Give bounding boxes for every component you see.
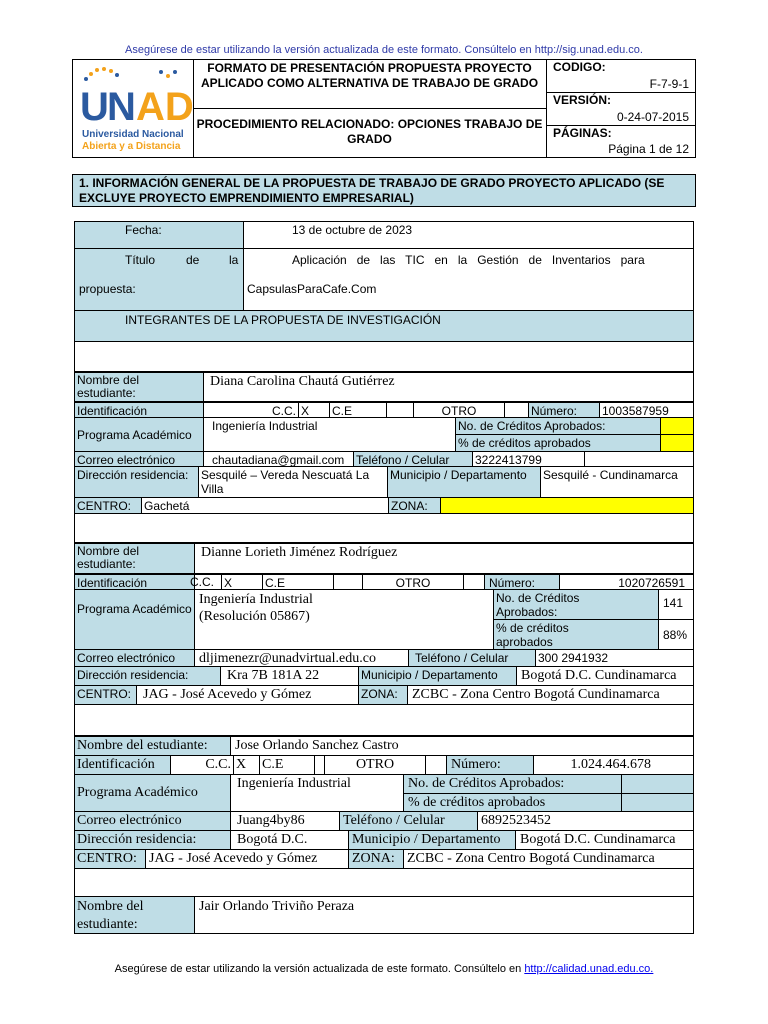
student-3-telefono[interactable]: 6892523452: [477, 811, 694, 831]
student-1-id-row: [74, 402, 694, 418]
student-1-correo-row: [74, 451, 694, 467]
student-2-zona[interactable]: ZCBC - Zona Centro Bogotá Cundinamarca: [407, 685, 694, 705]
centro-label: CENTRO:: [74, 685, 137, 705]
spacer-row: [74, 341, 694, 372]
ce-label: C.E: [259, 755, 315, 775]
otro-label: OTRO: [362, 574, 464, 590]
student-3-id-row: [74, 755, 694, 775]
top-version-notice: Asegúrese de estar utilizando la versión actualizada de este formato. Consúltelo en http://sig.unad.edu.co.: [125, 44, 643, 56]
student-2-telefono[interactable]: 300 2941932: [535, 649, 694, 667]
numero-label: Número:: [528, 402, 600, 418]
municipio-label: Municipio / Departamento: [358, 666, 517, 686]
svg-text:U: U: [80, 85, 109, 129]
unad-logo: [73, 60, 194, 157]
student-1-direccion[interactable]: Sesquilé – Vereda Nescuatá La Villa: [198, 466, 388, 498]
student-1-programa[interactable]: Ingeniería Industrial: [203, 417, 529, 452]
telefono-label: Teléfono / Celular: [408, 649, 536, 667]
student-2-municipio[interactable]: Bogotá D.C. Cundinamarca: [516, 666, 694, 686]
student-3-programa-row: [74, 774, 694, 812]
fecha-value[interactable]: 13 de octubre de 2023: [243, 221, 694, 249]
cc-label: C.C.: [170, 755, 234, 775]
procedure-title: PROCEDIMIENTO RELACIONADO: OPCIONES TRABAJO DE GRADO: [193, 109, 547, 157]
student-3-numero[interactable]: 1.024.464.678: [533, 755, 694, 775]
nombre-label: Nombre del estudiante:: [77, 738, 208, 753]
telefono-label: Teléfono / Celular: [339, 811, 478, 831]
format-title: FORMATO DE PRESENTACIÓN PROPUESTA PROYECTO APLICADO COMO ALTERNATIVA DE TRABAJO DE GRADO: [193, 60, 547, 109]
identificacion-label: Identificación: [74, 755, 171, 775]
student-1-numero[interactable]: 1003587959: [599, 402, 694, 418]
centro-label: CENTRO:: [74, 497, 142, 514]
svg-text:Abierta y a Distancia: Abierta y a Distancia: [82, 141, 181, 152]
student-2-creditos[interactable]: 141: [658, 589, 694, 620]
fecha-row: [74, 221, 694, 249]
cc-mark[interactable]: X: [221, 574, 263, 590]
otro-mark[interactable]: [504, 402, 529, 418]
student-1-municipio[interactable]: Sesquilé - Cundinamarca: [540, 466, 694, 498]
otro-mark[interactable]: [463, 574, 485, 590]
centro-label: CENTRO:: [74, 849, 146, 869]
zona-label: ZONA:: [388, 497, 441, 514]
spacer-row: [74, 868, 694, 897]
cc-label: C.C.: [190, 575, 214, 589]
student-1-zona[interactable]: [440, 497, 694, 514]
student-2-correo[interactable]: dljimenezr@unadvirtual.edu.co: [194, 649, 409, 667]
municipio-label: Municipio / Departamento: [348, 830, 516, 850]
paginas-cell: PÁGINAS: Página 1 de 12: [553, 126, 689, 156]
correo-label: Correo electrónico: [74, 649, 195, 667]
identificacion-label: Identificación: [74, 402, 204, 418]
empty-cell: [584, 451, 694, 467]
student-2-direccion[interactable]: Kra 7B 181A 22: [220, 666, 359, 686]
section-1-title: 1. INFORMACIÓN GENERAL DE LA PROPUESTA DE TRABAJO DE GRADO PROYECTO APLICADO (SE EXCLUYE PROYECTO EMPRENDIMIENTO EMPRESARIAL): [72, 174, 696, 207]
spacer-row: [74, 704, 694, 736]
student-1-correo[interactable]: chautadiana@gmail.com: [203, 451, 354, 467]
codigo-cell: CODIGO: F-7-9-1: [547, 60, 695, 93]
ce-label: C.E: [262, 574, 334, 590]
direccion-label: Dirección residencia:: [74, 666, 221, 686]
otro-label: OTRO: [413, 402, 505, 418]
student-2-programa[interactable]: Ingeniería Industrial (Resolución 05867): [194, 589, 494, 650]
correo-label: Correo electrónico: [74, 451, 204, 467]
spacer-row: [74, 513, 694, 543]
creditos-label: No. de Créditos Aprobados:: [403, 774, 622, 794]
otro-label: OTRO: [324, 755, 426, 775]
student-3-centro[interactable]: JAG - José Acevedo y Gómez: [145, 849, 349, 869]
student-1-name[interactable]: Diana Carolina Chautá Gutiérrez: [203, 372, 694, 402]
sig-link[interactable]: http://sig.unad.edu.co.: [534, 44, 643, 56]
titulo-continuation: propuesta: CapsulasParaCafe.Com: [74, 276, 694, 311]
student-1-direccion-row: [74, 466, 694, 498]
student-1-programa-row: [74, 417, 694, 452]
student-2-centro[interactable]: JAG - José Acevedo y Gómez: [136, 685, 359, 705]
student-3-direccion[interactable]: Bogotá D.C.: [230, 830, 349, 850]
student-2-direccion-row: [74, 666, 694, 686]
student-3-centro-row: [74, 849, 694, 869]
student-3-name[interactable]: Jose Orlando Sanchez Castro: [230, 736, 693, 756]
titulo-value[interactable]: Aplicación de las TIC en la Gestión de Inventarios para: [243, 248, 694, 311]
student-2-correo-row: [74, 649, 694, 667]
student-4-name[interactable]: Jair Orlando Triviño Peraza: [194, 896, 694, 934]
telefono-label: Teléfono / Celular: [353, 451, 473, 467]
student-3-municipio[interactable]: Bogotá D.C. Cundinamarca: [515, 830, 694, 850]
programa-label: Programa Académico: [74, 417, 204, 452]
student-2-porcentaje[interactable]: 88%: [658, 619, 694, 650]
ce-mark[interactable]: [386, 402, 414, 418]
nombre-label: Nombre del estudiante:: [74, 543, 195, 574]
student-2-numero[interactable]: 1020726591: [559, 574, 694, 590]
student-1-telefono[interactable]: 3222413799: [472, 451, 585, 467]
student-1-name-row: [74, 372, 694, 402]
student-3-name-row: [74, 736, 694, 756]
student-1-creditos[interactable]: [660, 417, 694, 435]
zona-label: ZONA:: [358, 685, 408, 705]
cc-label: C.C.: [203, 402, 299, 418]
svg-text:AD: AD: [136, 85, 193, 129]
student-3-porcentaje[interactable]: [621, 793, 694, 812]
programa-label: Programa Académico: [74, 774, 231, 812]
porcentaje-label: % de créditos aprobados: [455, 434, 661, 452]
student-3-creditos[interactable]: [621, 774, 694, 794]
identificacion-label: Identificación: [74, 574, 195, 590]
correo-label: Correo electrónico: [74, 811, 231, 831]
fecha-label: Fecha:: [74, 221, 244, 249]
numero-label: Número:: [484, 574, 560, 590]
student-2-programa-row: [74, 589, 694, 650]
svg-text:Universidad Nacional: Universidad Nacional: [82, 129, 184, 140]
programa-label: Programa Académico: [74, 589, 195, 650]
student-3-zona[interactable]: ZCBC - Zona Centro Bogotá Cundinamarca: [403, 849, 694, 869]
otro-mark[interactable]: [425, 755, 447, 775]
student-1-centro-row: [74, 497, 694, 514]
numero-label: Número:: [446, 755, 534, 775]
student-2-id-row: [74, 574, 694, 590]
porcentaje-label: % de créditos aprobados: [493, 619, 659, 650]
direccion-label: Dirección residencia:: [74, 466, 199, 498]
titulo-row: [74, 248, 694, 311]
cc-mark[interactable]: X: [298, 402, 330, 418]
svg-text:N: N: [107, 85, 136, 129]
integrantes-header: INTEGRANTES DE LA PROPUESTA DE INVESTIGACIÓN: [74, 310, 694, 342]
ce-mark[interactable]: [333, 574, 363, 590]
student-2-centro-row: [74, 685, 694, 705]
student-2-name-row: [74, 543, 694, 574]
student-4-name-row: [74, 896, 694, 934]
ce-label: C.E: [329, 402, 387, 418]
bottom-version-notice: Asegúrese de estar utilizando la versión actualizada de este formato. Consúltelo en http://calidad.unad.edu.co.: [114, 963, 654, 975]
student-2-name[interactable]: Dianne Lorieth Jiménez Rodríguez: [194, 543, 694, 574]
calidad-link[interactable]: http://calidad.unad.edu.co.: [524, 963, 654, 975]
version-cell: VERSIÓN: 0-24-07-2015: [547, 93, 695, 126]
creditos-label: No. de Créditos Aprobados:: [455, 417, 661, 435]
document-header: [72, 59, 696, 158]
creditos-label: No. de Créditos Aprobados:: [493, 589, 659, 620]
zona-label: ZONA:: [348, 849, 404, 869]
student-3-programa[interactable]: Ingeniería Industrial: [230, 774, 404, 812]
student-3-correo-row: [74, 811, 694, 831]
porcentaje-label: % de créditos aprobados: [403, 793, 622, 812]
nombre-label: Nombre del estudiante:: [74, 896, 195, 934]
municipio-label: Municipio / Departamento: [387, 466, 541, 498]
titulo-label: Título de la: [74, 248, 244, 311]
student-1-porcentaje[interactable]: [660, 434, 694, 452]
student-3-correo[interactable]: Juang4by86: [230, 811, 340, 831]
cc-mark[interactable]: X: [233, 755, 260, 775]
direccion-label: Dirección residencia:: [74, 830, 231, 850]
student-1-centro[interactable]: Gachetá: [141, 497, 389, 514]
unad-logo-graphic: [73, 60, 193, 157]
nombre-label: Nombre del estudiante:: [74, 372, 204, 402]
student-3-direccion-row: [74, 830, 694, 850]
